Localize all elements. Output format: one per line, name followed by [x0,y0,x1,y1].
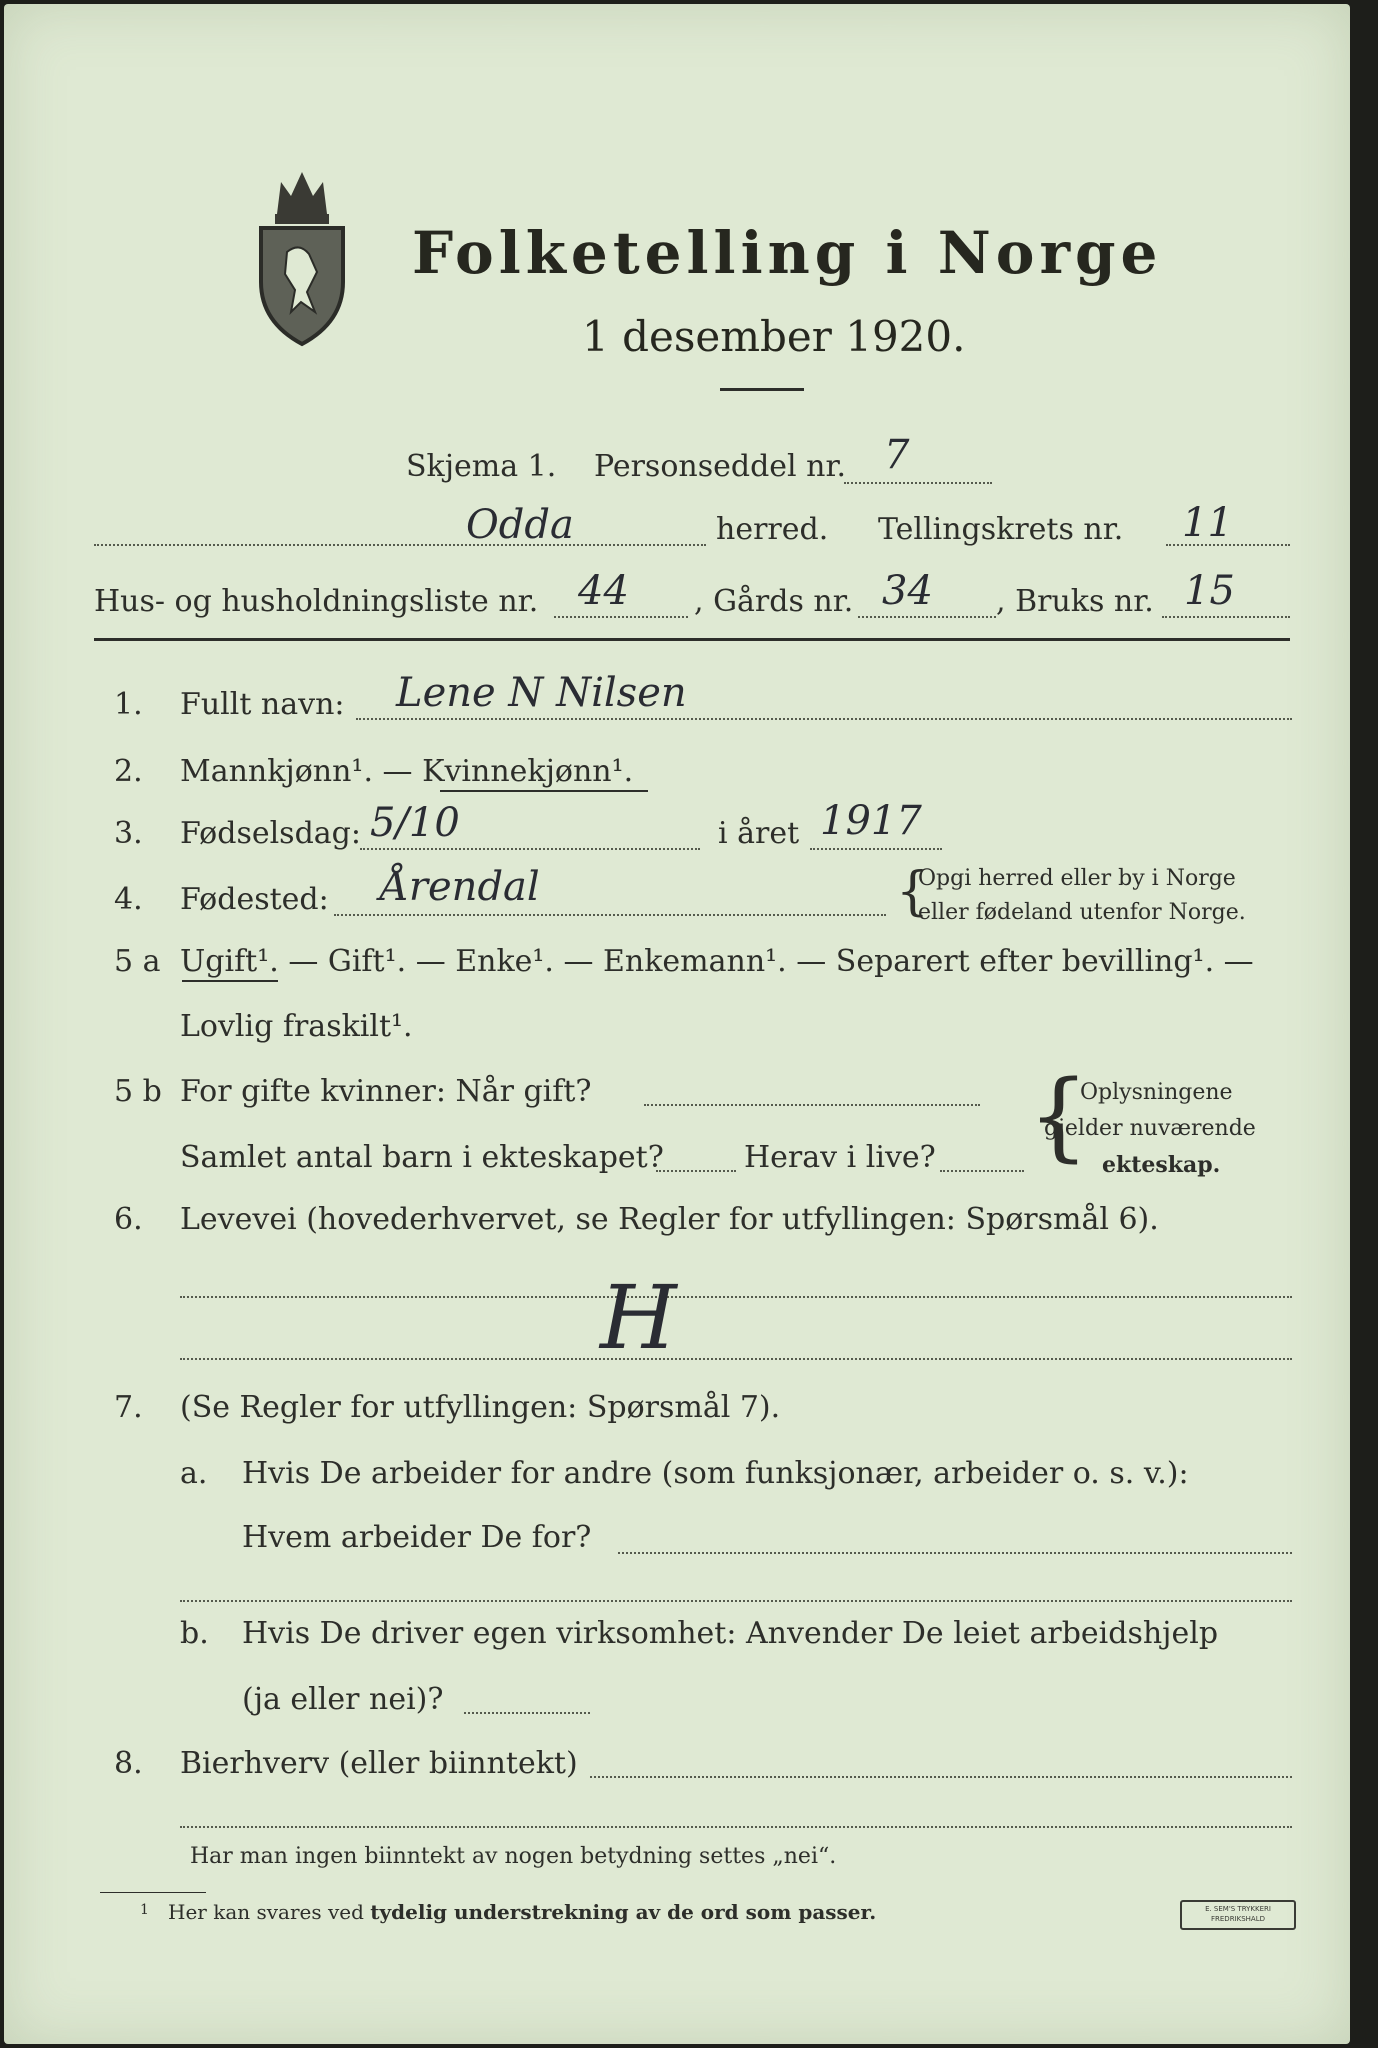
q7-number: 7. [114,1390,143,1425]
footnote-text [168,1900,876,1924]
census-form [4,4,1350,2044]
footnote-mark: 1 [140,1902,149,1918]
q5b-alive-line [940,1170,1024,1172]
q1-value[interactable]: Lene N Nilsen [396,670,687,716]
q8-line1 [590,1776,1292,1778]
gards-line [858,616,996,618]
printer-stamp-line1: E. SEM'S TRYKKERI [1205,1905,1271,1913]
q7b-line1: Hvis De driver egen virksomhet: Anvender De leiet arbeidshjelp [242,1616,1219,1651]
q6-line1 [180,1296,1292,1298]
q7-label: (Se Regler for utfyllingen: Spørsmål 7). [180,1390,781,1425]
q5b-married-line [644,1104,980,1106]
header-rule [94,638,1290,641]
coat-of-arms-icon [247,162,357,352]
footnote-text-plain: Her kan svares ved [168,1900,371,1924]
q4-label: Fødested: [180,882,329,917]
q3-value[interactable]: 5/10 [370,800,460,846]
q4-number: 4. [114,882,143,917]
skjema-label: Skjema 1. [406,449,557,484]
q2-number: 2. [114,754,143,789]
q4-note-line1: Opgi herred eller by i Norge [918,866,1236,891]
bruks-label: , Bruks nr. [996,584,1154,619]
footnote-rule [100,1892,206,1893]
q5a-number: 5 a [114,944,161,979]
gards-label: , Gårds nr. [694,584,854,619]
hus-value[interactable]: 44 [578,568,629,614]
q8-number: 8. [114,1746,143,1781]
q4-brace: { [896,862,930,922]
q5b-note-line1: Oplysningene [1080,1080,1233,1105]
form-title: Folketelling i Norge [412,219,1163,287]
hus-line [554,616,688,618]
q7b-line2: (ja eller nei)? [242,1682,444,1717]
q3-year-value[interactable]: 1917 [820,798,922,844]
q7a-extra-line [180,1600,1292,1602]
q5b-label1: For gifte kvinner: Når gift? [180,1074,592,1109]
q6-number: 6. [114,1202,143,1237]
q5b-note-line3: ekteskap. [1102,1152,1221,1178]
hus-label: Hus- og husholdningsliste nr. [94,584,539,619]
q5a-line1: Ugift¹. — Gift¹. — Enke¹. — Enkemann¹. — Separert efter bevilling¹. — [180,944,1254,979]
q4-note-line2: eller fødeland utenfor Norge. [918,900,1246,925]
q8-line2 [180,1826,1292,1828]
herred-label: herred. [716,512,829,547]
q4-line [334,914,886,916]
footnote-text-bold: tydelig understrekning av de ord som passer. [370,1900,877,1924]
q1-label: Fullt navn: [180,687,345,722]
q6-line2 [180,1358,1292,1360]
q5b-label2: Samlet antal barn i ekteskapet? [180,1140,664,1175]
q3-date-line [360,848,700,850]
herred-value[interactable]: Odda [466,502,574,548]
q5b-children-line [656,1170,736,1172]
q7a-letter: a. [180,1456,208,1491]
q1-number: 1. [114,687,143,722]
printer-stamp-line2: FREDRIKSHALD [1210,1915,1265,1923]
q5b-note-line2: gjelder nuværende [1044,1116,1256,1141]
q5b-label3: Herav i live? [744,1140,936,1175]
bruks-value[interactable]: 15 [1184,568,1235,614]
q2-text: Mannkjønn¹. — Kvinnekjønn¹. [180,754,634,789]
q8-note: Har man ingen biinntekt av nogen betydning settes „nei“. [190,1844,837,1869]
q6-value[interactable]: H [600,1266,677,1369]
tellingskrets-value[interactable]: 11 [1182,500,1233,546]
tellingskrets-label: Tellingskrets nr. [878,512,1124,547]
q7a-line2: Hvem arbeider De for? [242,1520,592,1555]
q3-year-line [810,848,942,850]
q3-number: 3. [114,816,143,851]
herred-line [94,544,706,546]
q4-value[interactable]: Årendal [380,864,540,910]
q5b-number: 5 b [114,1074,162,1109]
q6-label: Levevei (hovederhvervet, se Regler for utfyllingen: Spørsmål 6). [180,1202,1159,1237]
form-date: 1 desember 1920. [582,312,966,361]
q1-line [356,718,1292,720]
q5a-line2: Lovlig fraskilt¹. [180,1009,413,1044]
personseddel-label: Personseddel nr. [594,449,847,484]
personseddel-value[interactable]: 7 [884,432,910,478]
q7a-line1: Hvis De arbeider for andre (som funksjonær, arbeider o. s. v.): [242,1456,1189,1491]
q2-underline-mark [440,790,648,792]
q7b-letter: b. [180,1616,209,1651]
gards-value[interactable]: 34 [882,568,933,614]
title-divider [720,388,804,391]
q5b-brace: { [1028,1060,1090,1172]
q8-label: Bierhverv (eller biinntekt) [180,1746,578,1781]
personseddel-line [844,482,992,484]
q7a-answer-line [618,1552,1292,1554]
q7b-answer-line [464,1712,590,1714]
bruks-line [1162,616,1290,618]
q3-label: Fødselsdag: [180,816,361,851]
q3-year-label: i året [718,816,800,851]
printer-stamp [1180,1900,1296,1930]
q5a-underline-mark [182,980,278,982]
